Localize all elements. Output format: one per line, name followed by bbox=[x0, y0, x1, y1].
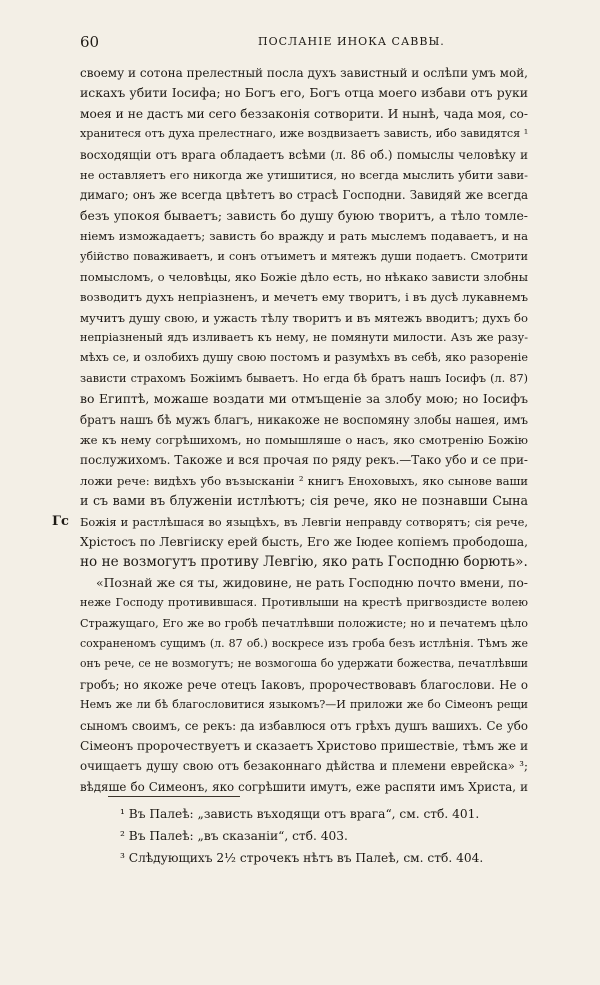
text-line: вѣдяше бо Симеонъ, яко согрѣшити имутъ, еже распяти имъ Христа, и bbox=[80, 779, 528, 794]
text-line: ніемъ изможадаетъ; зависть бо вражду и рать мыслемъ подаваетъ, и на bbox=[80, 229, 528, 244]
text-line: же къ нему согрѣшихомъ, но помышляше о насъ, яко смотренію Божію bbox=[80, 433, 528, 448]
text-line: «Познай же ся ты, жидовине, не рать Господню почто вмени, по- bbox=[96, 574, 528, 590]
text-line: моея и не дастъ ми сего беззаконія сотворити. И нынѣ, чада моя, со- bbox=[80, 106, 528, 121]
footnote-divider bbox=[108, 796, 240, 797]
text-line: хранитеся отъ духа прелестнаго, иже воздвизаетъ зависть, ибо завидятся ¹ bbox=[80, 127, 529, 141]
text-line: искахъ убити Іосифа; но Богъ его, Богъ отца моего избави отъ руки bbox=[80, 85, 528, 101]
text-line: Хрістосъ по Левгіиску ерей бысть, Его же Іюдее копіемъ прободоша, bbox=[80, 534, 528, 549]
text-line: Сімеонъ пророчествуетъ и сказаетъ Христово пришествіе, тѣмъ же и bbox=[80, 738, 529, 753]
text-line: не оставляетъ его никогда же утишитися, но всегда мыслить убити зави- bbox=[80, 167, 528, 182]
text-line: неже Господу противившася. Противлыши на крестѣ пригвоздисте волею bbox=[80, 596, 528, 610]
main-text bbox=[52, 63, 529, 797]
text-line: Стражущаго, Его же во гробѣ печатлѣвши положисте; но и печатемъ цѣло bbox=[80, 616, 528, 630]
text-line: убійство поваживаетъ, и сонъ отъиметъ и мятежъ души подаетъ. Смотрити bbox=[80, 249, 528, 263]
text-line: возводитъ духъ непріазненъ, и мечетъ ему творитъ, і въ дусѣ лукавнемъ bbox=[80, 290, 528, 305]
footnote: ² Въ Палеѣ: „въ сказаніи“, стб. 403. bbox=[120, 829, 348, 843]
footnote: ¹ Въ Палеѣ: „зависть въходящи отъ врага“, см. стб. 401. bbox=[120, 807, 480, 821]
footnote: ³ Слѣдующихъ 2½ строчекъ нѣтъ въ Палеѣ, см. стб. 404. bbox=[120, 851, 484, 865]
text-line: во Египтѣ, можаше воздати ми отмъщеніе за злобу мою; но Іосифъ bbox=[80, 391, 528, 407]
text-line: онъ рече, се не возмогутъ; не возмогоша бо удержати божества, печатлѣвши bbox=[80, 657, 528, 671]
text-line: димаго; онъ же всегда цвѣтетъ во страсѣ Господни. Завидяй же всегда bbox=[80, 188, 528, 203]
text-line: своему и сотона прелестный посла духъ завистный и ослѣпи умъ мой, bbox=[80, 66, 528, 80]
text-line: безъ упокоя бываетъ; зависть бо душу буюю творитъ, а тѣло томле- bbox=[80, 207, 528, 223]
text-line: зависти страхомъ Божіимъ бываетъ. Но егда бѣ братъ нашъ Іосифъ (л. 87) bbox=[80, 371, 528, 385]
text-line: очищаетъ душу свою отъ безаконнаго дѣйства и племени еврейска» ³; bbox=[80, 759, 528, 774]
text-line: и съ вами въ блуженіи истлѣютъ; сія рече, яко не познавши Сына bbox=[80, 493, 528, 509]
text-line: сохраненомъ сущимъ (л. 87 об.) воскресе изъ гроба безъ истлѣнія. Тѣмъ же bbox=[80, 636, 528, 650]
text-line: послужихомъ. Такоже и вся прочая по ряду рекъ.—Тако убо и се при- bbox=[80, 453, 528, 468]
text-line: братъ нашъ бѣ мужъ благъ, никакоже не воспомяну злобы нашея, имъ bbox=[80, 412, 528, 427]
text-line: гробъ; но якоже рече отецъ Іаковъ, пророчествовавъ благослови. Не о bbox=[80, 677, 528, 692]
text-line: мучитъ душу свою, и ужасть тѣлу творитъ и въ мятежъ вводитъ; духъ бо bbox=[80, 310, 528, 325]
text-line: помысломъ, о человѣцы, яко Божіе дѣло есть, но нѣкако зависти злобны bbox=[80, 269, 528, 284]
text-line: но не возмогутъ противу Левгію, яко рать Господню борють». bbox=[80, 554, 528, 571]
text-line: Немъ же ли бѣ благословитися языкомъ?—И приложи же бо Сімеонъ рещи bbox=[80, 698, 528, 712]
text-line: сыномъ своимъ, се рекъ: да избавлюся отъ грѣхъ душъ вашихъ. Се убо bbox=[80, 718, 528, 733]
page-number: 60 bbox=[80, 33, 100, 51]
text-line: восходящіи отъ врага обладаетъ всѣми (л. 86 об.) помыслы человѣку и bbox=[80, 147, 528, 162]
running-head: ПОСЛАНІЕ ИНОКА САВВЫ. bbox=[258, 35, 445, 48]
text-line: непріазненый ядъ изливаетъ къ нему, не помянути милости. Азъ же разу- bbox=[80, 331, 528, 345]
margin-note: Гс bbox=[52, 514, 69, 529]
text-line: мѣхъ се, и озлобихъ душу свою постомъ и разумѣхъ въ себѣ, яко разореніе bbox=[80, 351, 528, 365]
page-header bbox=[80, 33, 528, 53]
text-line: Божія и растлѣшася во языцѣхъ, въ Левгіи неправду сотворятъ; сія рече, bbox=[80, 514, 528, 529]
footnotes bbox=[80, 803, 528, 869]
text-line: ложи рече: видѣхъ убо възысканіи ² книгъ Еноховыхъ, яко сынове ваши bbox=[80, 473, 528, 488]
